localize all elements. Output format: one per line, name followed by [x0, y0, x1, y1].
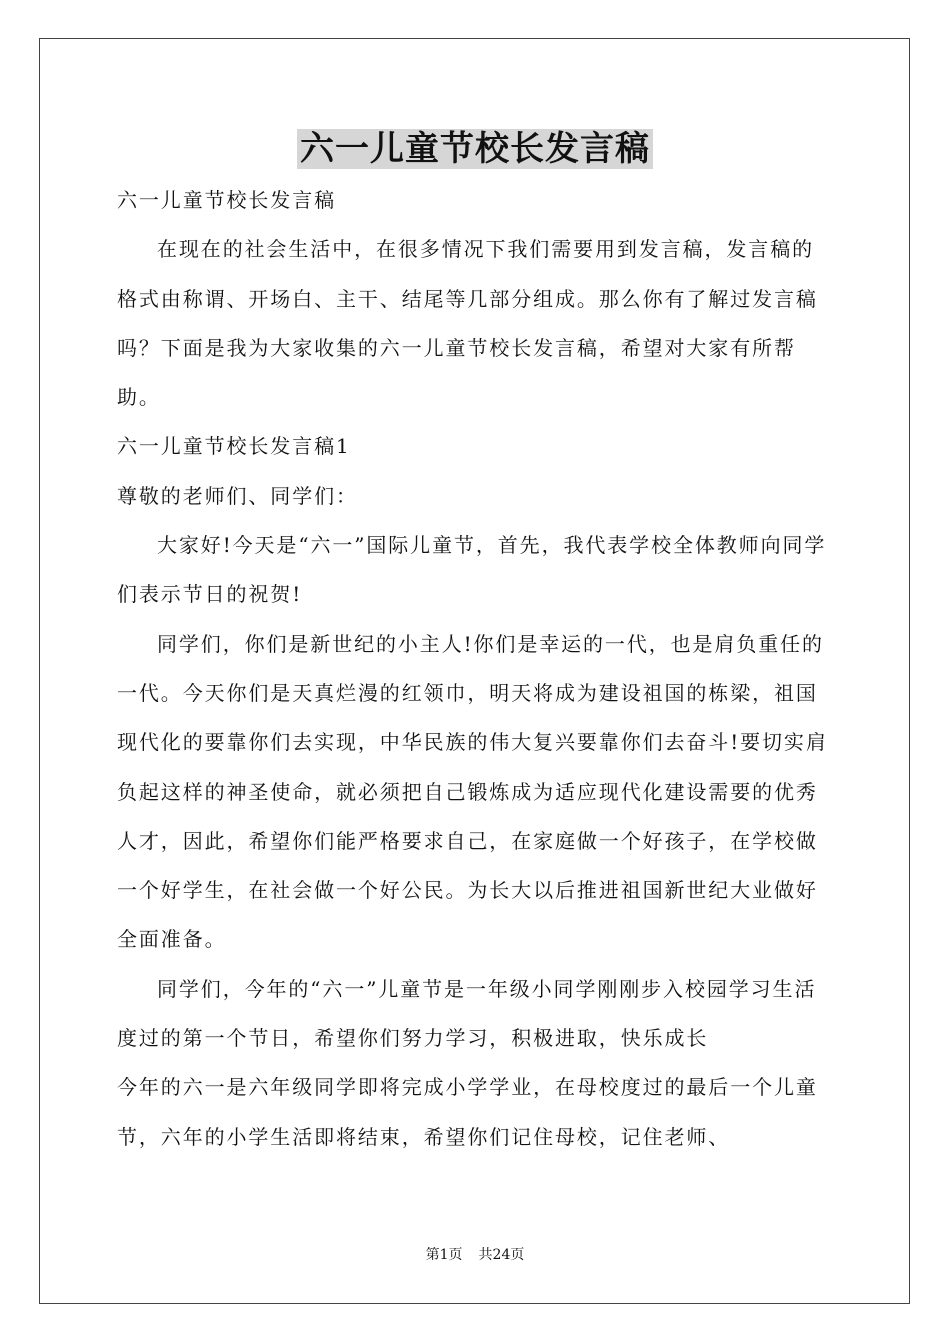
- body-paragraph-4: 今年的六一是六年级同学即将完成小学学业，在母校度过的最后一个儿童节，六年的小学生活即将结束，希望你们记住母校，记住老师、: [117, 1075, 818, 1149]
- section-heading: 六一儿童节校长发言稿1: [117, 434, 351, 459]
- document-body: [117, 176, 832, 1162]
- body-paragraph-2: 同学们，你们是新世纪的小主人!你们是幸运的一代，也是肩负重任的一代。今天你们是天真烂漫的红领巾，明天将成为建设祖国的栋梁，祖国现代化的要靠你们去实现，中华民族的伟大复兴要靠你们去奋斗!要切实肩负起这样的神圣使命，就必须把自己锻炼成为适应现代化建设需要的优秀人才，因此，希望你们能严格要求自己，在家庭做一个好孩子，在学校做一个好学生，在社会做一个好公民。为长大以后推进祖国新世纪大业做好全面准备。: [117, 631, 828, 952]
- document-title-text: 六一儿童节校长发言稿: [297, 129, 653, 169]
- intro-paragraph: 在现在的社会生活中，在很多情况下我们需要用到发言稿，发言稿的格式由称谓、开场白、主干、结尾等几部分组成。那么你有了解过发言稿吗？下面是我为大家收集的六一儿童节校长发言稿，希望对大家有所帮助。: [117, 237, 818, 410]
- page-number-current: 第1页: [425, 1247, 463, 1263]
- body-paragraph-3: 同学们，今年的“六一”儿童节是一年级小同学刚刚步入校园学习生活度过的第一个节日，希望你们努力学习，积极进取，快乐成长: [117, 976, 817, 1051]
- body-paragraph-1: 大家好!今天是“六一”国际儿童节，首先，我代表学校全体教师向同学们表示节日的祝贺!: [117, 533, 827, 607]
- document-subtitle: 六一儿童节校长发言稿: [117, 188, 336, 212]
- document-title: [0, 126, 950, 172]
- salutation: 尊敬的老师们、同学们：: [117, 483, 358, 508]
- page-number-total: 共24页: [478, 1247, 525, 1263]
- page-footer: [0, 1245, 950, 1265]
